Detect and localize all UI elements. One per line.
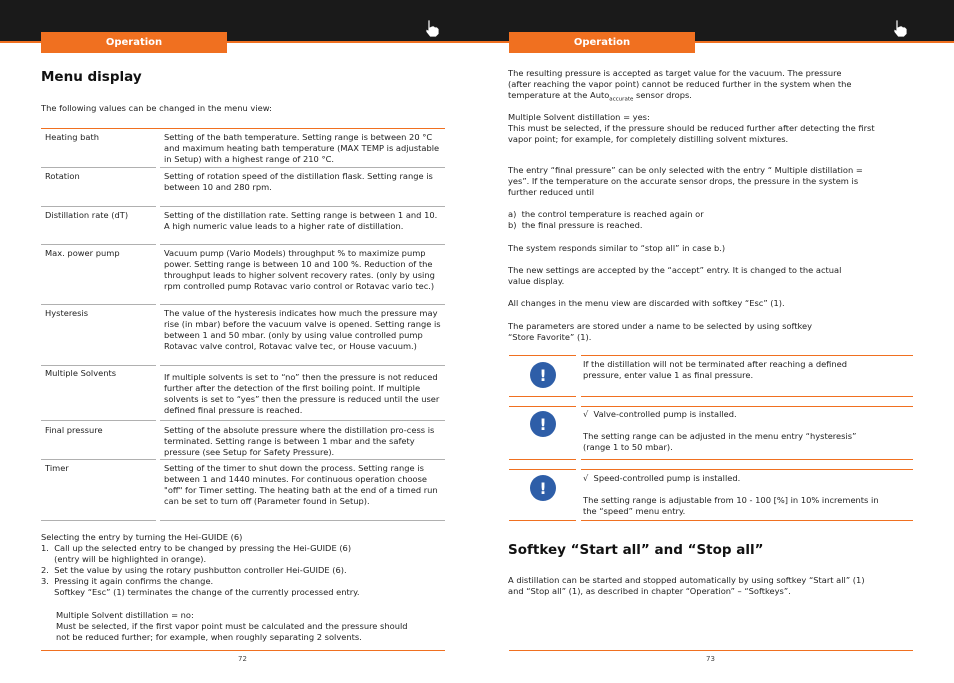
table-row-name: Distillation rate (dT) — [45, 210, 129, 220]
page-number-right: 73 — [706, 655, 715, 663]
table-row-desc: The value of the hysteresis indicates how much the pressure may rise (in mbar) before the vacuum valve is opened. Setting range is between 1 and 50 mbar. (only by using value controlled pump Rotavac valve control, Rotavac valve tec, or House vacuum.) — [164, 308, 441, 351]
note-rule — [581, 406, 913, 407]
table-top-rule — [41, 128, 445, 129]
exclamation-icon: ! — [530, 475, 556, 501]
exclamation-icon: ! — [530, 362, 556, 388]
note-rule — [509, 469, 576, 470]
step-line: 1. Call up the selected entry to be changed by pressing the Hei-GUIDE (6) — [41, 543, 352, 553]
note-rule — [581, 355, 913, 356]
paragraph: A distillation can be started and stopped automatically by using softkey “Start all” (1) — [508, 575, 865, 585]
row-divider — [41, 520, 156, 521]
note-rule — [581, 520, 913, 521]
note-check: √ Valve-controlled pump is installed. — [583, 409, 737, 419]
row-divider — [160, 365, 445, 366]
paragraph: yes”. If the temperature on the accurate sensor drops, the pressure in the system is — [508, 176, 859, 186]
paragraph: The new settings are accepted by the “accept” entry. It is changed to the actual — [508, 265, 842, 275]
note-rule — [509, 459, 576, 460]
row-divider — [160, 244, 445, 245]
row-divider — [41, 244, 156, 245]
row-divider — [160, 459, 445, 460]
paragraph: “Store Favorite” (1). — [508, 332, 592, 342]
step-line: 3. Pressing it again confirms the change. — [41, 576, 214, 586]
note-rule — [581, 459, 913, 460]
paragraph: vapor point; for example, for completely distilling solvent mixtures. — [508, 134, 789, 144]
note-text: (range 1 to 50 mbar). — [583, 442, 673, 452]
ms-no-title: Multiple Solvent distillation = no: — [56, 610, 194, 620]
note-text: The setting range is adjustable from 10 - 100 [%] in 10% increments in — [583, 495, 879, 505]
table-row-desc: Setting of the absolute pressure where the distillation pro-cess is terminated. Setting range is between 1 mbar and the safety pressure (see Setup for Safety Pressure). — [164, 425, 435, 457]
list-item: b) the final pressure is reached. — [508, 220, 643, 230]
note-rule — [509, 520, 576, 521]
table-row-desc: Setting of the distillation rate. Setting range is between 1 and 10. A high numeric value leads to a higher rate of distillation. — [164, 210, 438, 231]
ms-no-text: not be reduced further; for example, when roughly separating 2 solvents. — [56, 632, 362, 642]
paragraph — [508, 90, 692, 106]
list-item: a) the control temperature is reached again or — [508, 209, 704, 219]
paragraph: The resulting pressure is accepted as target value for the vacuum. The pressure — [508, 68, 842, 78]
table-row-desc: Setting of the bath temperature. Setting range is between 20 °C and maximum heating bath temperature (MAX TEMP is adjustable in Setup) with a highest range of 210 °C. — [164, 132, 440, 164]
paragraph: The system responds similar to “stop all” in case b.) — [508, 243, 726, 253]
note-rule — [509, 406, 576, 407]
row-divider — [160, 520, 445, 521]
note-text: The setting range can be adjusted in the menu entry “hysteresis” — [583, 431, 857, 441]
paragraph: (after reaching the vapor point) cannot be reduced further in the system when the — [508, 79, 852, 89]
paragraph: All changes in the menu view are discarded with softkey “Esc” (1). — [508, 298, 785, 308]
section-title: Softkey “Start all” and “Stop all” — [508, 542, 764, 558]
note-text: If the distillation will not be terminated after reaching a defined — [583, 359, 848, 369]
subscript: accurate — [609, 96, 634, 103]
note-rule — [581, 396, 913, 397]
row-divider — [41, 365, 156, 366]
ms-yes-title: Multiple Solvent distillation = yes: — [508, 112, 650, 122]
paragraph: value display. — [508, 276, 565, 286]
paragraph: The parameters are stored under a name to be selected by using softkey — [508, 321, 813, 331]
paragraph: This must be selected, if the pressure should be reduced further after detecting the first — [508, 123, 875, 133]
note-text: the “speed” menu entry. — [583, 506, 686, 516]
note-check: √ Speed-controlled pump is installed. — [583, 473, 741, 483]
row-divider — [160, 304, 445, 305]
footer-rule-right — [509, 650, 913, 651]
note-rule — [581, 469, 913, 470]
table-row-name: Final pressure — [45, 425, 103, 435]
paragraph: The entry “final pressure” can be only selected with the entry “ Multiple distillation = — [508, 165, 863, 175]
exclamation-icon: ! — [530, 411, 556, 437]
paragraph-part: sensor drops. — [633, 90, 692, 100]
step-line: Softkey “Esc” (1) terminates the change of the currently processed entry. — [41, 587, 360, 597]
note-rule — [509, 355, 576, 356]
table-row-name: Hysteresis — [45, 308, 89, 318]
row-divider — [160, 206, 445, 207]
footer-rule-left — [41, 650, 445, 651]
paragraph: further reduced until — [508, 187, 595, 197]
row-divider — [41, 167, 156, 168]
section-tab-right: Operation — [509, 32, 695, 53]
step-line: (entry will be highlighted in orange). — [41, 554, 207, 564]
row-divider — [160, 167, 445, 168]
table-row-desc: Setting of the timer to shut down the process. Setting range is between 1 and 1440 minutes. For continuous operation choose "off" for Timer setting. The heating bath at the end of a timed run can be set to turn off (Parameter found in Setup). — [164, 463, 438, 506]
table-row-name: Heating bath — [45, 132, 100, 142]
select-title: Selecting the entry by turning the Hei-GUIDE (6) — [41, 532, 243, 542]
row-divider — [160, 420, 445, 421]
paragraph: and “Stop all” (1), as described in chapter “Operation” – “Softkeys”. — [508, 586, 791, 596]
hand-pointer-icon — [423, 18, 441, 38]
table-row-desc: Vacuum pump (Vario Models) throughput % to maximize pump power. Setting range is between 10 and 100 %. Reduction of the throughput leads to higher solvent recovery rates. (only by using rpm controlled pump Rotavac vario control or Rotavac vario tec.) — [164, 248, 435, 291]
paragraph-part: temperature at the Auto — [508, 90, 610, 100]
hand-pointer-icon — [891, 18, 909, 38]
table-row-name: Timer — [45, 463, 69, 473]
row-divider — [41, 459, 156, 460]
note-rule — [509, 396, 576, 397]
row-divider — [41, 420, 156, 421]
page-number-left: 72 — [238, 655, 247, 663]
note-text: pressure, enter value 1 as final pressure. — [583, 370, 754, 380]
section-tab-left: Operation — [41, 32, 227, 53]
intro-text: The following values can be changed in the menu view: — [41, 103, 272, 113]
table-row-name: Rotation — [45, 171, 80, 181]
table-row-desc: Setting of rotation speed of the distillation flask. Setting range is between 10 and 280 rpm. — [164, 171, 433, 192]
table-row-name: Max. power pump — [45, 248, 120, 258]
ms-no-text: Must be selected, if the first vapor point must be calculated and the pressure should — [56, 621, 408, 631]
table-row-desc: If multiple solvents is set to “no” then the pressure is not reduced further after the detection of the first boiling point. If multiple solvents is set to “yes” then the pressure is reduced until the user defined final pressure is reached. — [164, 372, 440, 415]
row-divider — [41, 206, 156, 207]
table-row-name: Multiple Solvents — [45, 368, 117, 378]
page-title: Menu display — [41, 69, 142, 85]
step-line: 2. Set the value by using the rotary pushbutton controller Hei-GUIDE (6). — [41, 565, 347, 575]
row-divider — [41, 304, 156, 305]
